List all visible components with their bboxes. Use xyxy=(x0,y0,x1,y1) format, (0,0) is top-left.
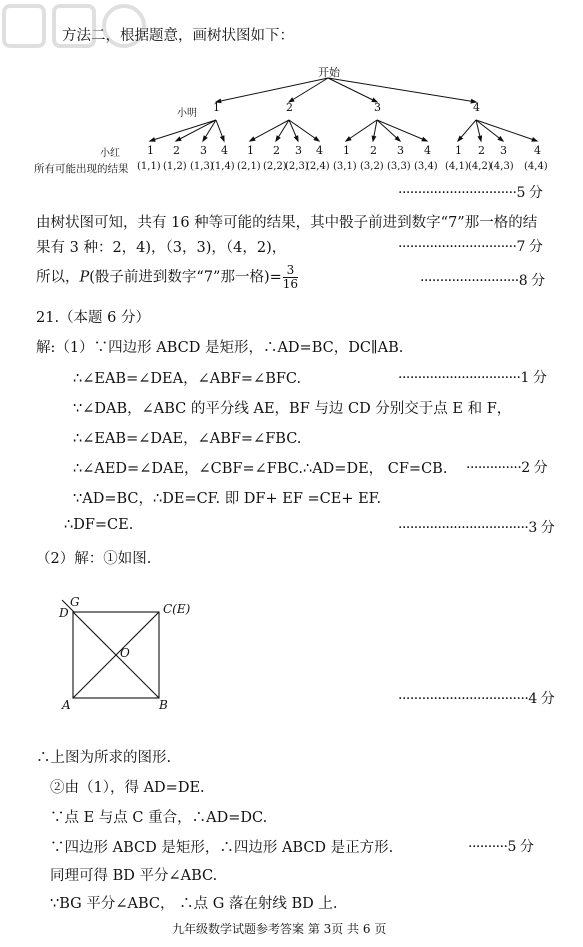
fraction-numerator: 3 xyxy=(283,264,298,278)
tree-arrowhead xyxy=(295,136,298,141)
tree-arrowhead xyxy=(276,136,280,141)
tree-level2-node: 2 xyxy=(173,144,180,157)
label-a: A xyxy=(62,698,71,712)
tree-arrowhead xyxy=(372,136,375,141)
probability-prefix: 所以， xyxy=(36,269,80,286)
score-4: ·································4 分 xyxy=(398,691,555,707)
tree-arrowhead xyxy=(346,137,351,141)
tree-level2-node: 3 xyxy=(500,144,507,157)
tree-level2-node: 1 xyxy=(147,144,154,157)
square-abcd xyxy=(73,612,159,698)
probability-body: (骰子前进到数字“7”那一格)= xyxy=(89,269,282,286)
tree-result-item: (3,4) xyxy=(414,161,438,172)
tree-result-item: (2,3) xyxy=(285,161,309,172)
xiaoming-label: 小明 xyxy=(177,108,197,119)
tree-branch xyxy=(476,120,537,141)
tree-branch xyxy=(250,120,289,141)
tree-branch xyxy=(377,120,427,141)
tree-result-item: (4,2) xyxy=(468,161,492,172)
tree-level1-node: 4 xyxy=(473,101,480,114)
tree-result-item: (3,1) xyxy=(333,161,357,172)
q21-line-4: ∴∠EAB=∠DAE，∠ABF=∠FBC. xyxy=(73,431,302,447)
label-g: G xyxy=(70,595,80,609)
score-3: ·································3 分 xyxy=(398,520,555,536)
tree-arrowhead xyxy=(422,138,427,141)
tree-result-item: (4,3) xyxy=(490,161,514,172)
q21-line-7: ∴DF=CE. xyxy=(64,517,134,533)
q21-line-3: ∵∠DAB，∠ABC 的平分线 AE，BF 与边 CD 分别交于点 E 和 F， xyxy=(73,401,512,417)
score-7: ······························7 分 xyxy=(398,239,543,255)
tree-level2-node: 2 xyxy=(370,144,377,157)
xiaohong-label: 小红 xyxy=(100,148,120,159)
score-2: ··············2 分 xyxy=(466,460,548,476)
q21-line-10: ∵点 E 与点 C 重合，∴AD=DC. xyxy=(50,810,268,826)
results-label: 所有可能出现的结果 xyxy=(34,163,129,175)
tree-arrowhead xyxy=(176,137,181,141)
tree-level2-node: 4 xyxy=(534,144,541,157)
tree-result-item: (2,1) xyxy=(237,161,261,172)
q21-line-9: ②由（1），得 AD=DE. xyxy=(50,780,205,796)
tree-branch xyxy=(289,78,328,102)
probability-line xyxy=(36,264,298,291)
tree-result-item: (1,1) xyxy=(137,161,161,172)
tree-branch xyxy=(216,78,328,102)
tree-result-item: (1,3) xyxy=(190,161,214,172)
label-d: D xyxy=(59,606,69,620)
tree-result-item: (2,2) xyxy=(263,161,287,172)
tree-level2-node: 3 xyxy=(397,144,404,157)
tree-conclusion-line-1: 由树状图可知，共有 16 种等可能的结果，其中骰子前进到数字“7”那一格的结 xyxy=(36,215,538,231)
tree-level2-node: 1 xyxy=(455,144,462,157)
label-o: O xyxy=(120,646,130,660)
tree-root-label: 开始 xyxy=(318,66,340,79)
tree-result-item: (1,2) xyxy=(163,161,187,172)
tree-level2-node: 1 xyxy=(343,144,350,157)
q21-line-1: 解:（1）∵四边形 ABCD 是矩形，∴AD=BC，DC∥AB. xyxy=(36,340,404,356)
tree-arrowhead xyxy=(221,136,224,141)
method-two-heading: 方法二，根据题意，画树状图如下： xyxy=(62,28,294,44)
q21-line-5: ∴∠AED=∠DAE，∠CBF=∠FBC.∴AD=DE， CF=CB. xyxy=(73,461,448,477)
score-5-a: ······························5 分 xyxy=(398,185,543,201)
tree-conclusion-line-2: 果有 3 种：2，4)，（3，3)，（4，2)， xyxy=(36,240,287,256)
question-21-title: 21.（本题 6 分） xyxy=(36,310,151,326)
tree-level1-node: 2 xyxy=(286,101,293,114)
probability-fraction xyxy=(283,264,298,291)
label-b: B xyxy=(159,698,168,712)
tree-level2-node: 4 xyxy=(316,144,323,157)
q21-line-12: 同理可得 BD 平分∠ABC. xyxy=(50,868,218,884)
page-footer: 九年级数学试题参考答案 第 3页 共 6 页 xyxy=(172,922,387,936)
tree-result-item: (3,3) xyxy=(387,161,411,172)
q21-line-13: ∵BG 平分∠ABC， ∴点 G 落在射线 BD 上. xyxy=(50,896,338,912)
tree-result-item: (4,1) xyxy=(445,161,469,172)
score-8: ·························8 分 xyxy=(420,273,545,289)
q21-line-2: ∴∠EAB=∠DEA，∠ABF=∠BFC. xyxy=(73,371,302,387)
tree-arrowhead xyxy=(203,136,207,141)
tree-arrowhead xyxy=(532,138,537,141)
tree-arrowhead xyxy=(150,138,155,141)
probability-p: P xyxy=(79,269,90,286)
tree-result-item: (2,4) xyxy=(306,161,330,172)
tree-level2-node: 3 xyxy=(200,144,207,157)
label-c-e: C(E) xyxy=(163,602,191,616)
tree-level1-node: 1 xyxy=(213,101,220,114)
tree-level2-node: 1 xyxy=(247,144,254,157)
tree-branch xyxy=(328,78,476,102)
q21-part-2: （2）解：①如图. xyxy=(36,551,152,567)
score-1: ·······························1 分 xyxy=(398,370,547,386)
tree-level2-node: 2 xyxy=(273,144,280,157)
tree-level2-node: 3 xyxy=(295,144,302,157)
tree-level1-node: 3 xyxy=(374,101,381,114)
tree-result-item: (1,4) xyxy=(211,161,235,172)
watermark-logo xyxy=(0,0,150,60)
q21-line-8: ∴上图为所求的图形. xyxy=(36,750,172,766)
score-5-b: ··········5 分 xyxy=(468,839,534,855)
fraction-denominator: 16 xyxy=(282,277,299,291)
diagonal-ca xyxy=(73,612,159,698)
tree-arrowhead xyxy=(250,137,255,141)
tree-level2-node: 4 xyxy=(424,144,431,157)
diagonal-db xyxy=(73,612,159,698)
tree-level2-node: 2 xyxy=(478,144,485,157)
tree-arrowhead xyxy=(478,136,481,141)
q21-line-11: ∵四边形 ABCD 是矩形，∴四边形 ABCD 是正方形. xyxy=(50,840,394,856)
q21-line-6: ∵AD=BC，∴DE=CF. 即 DF+ EF =CE+ EF. xyxy=(73,491,382,507)
tree-result-item: (3,2) xyxy=(360,161,384,172)
tree-level2-node: 4 xyxy=(221,144,228,157)
tree-result-item: (4,4) xyxy=(524,161,548,172)
